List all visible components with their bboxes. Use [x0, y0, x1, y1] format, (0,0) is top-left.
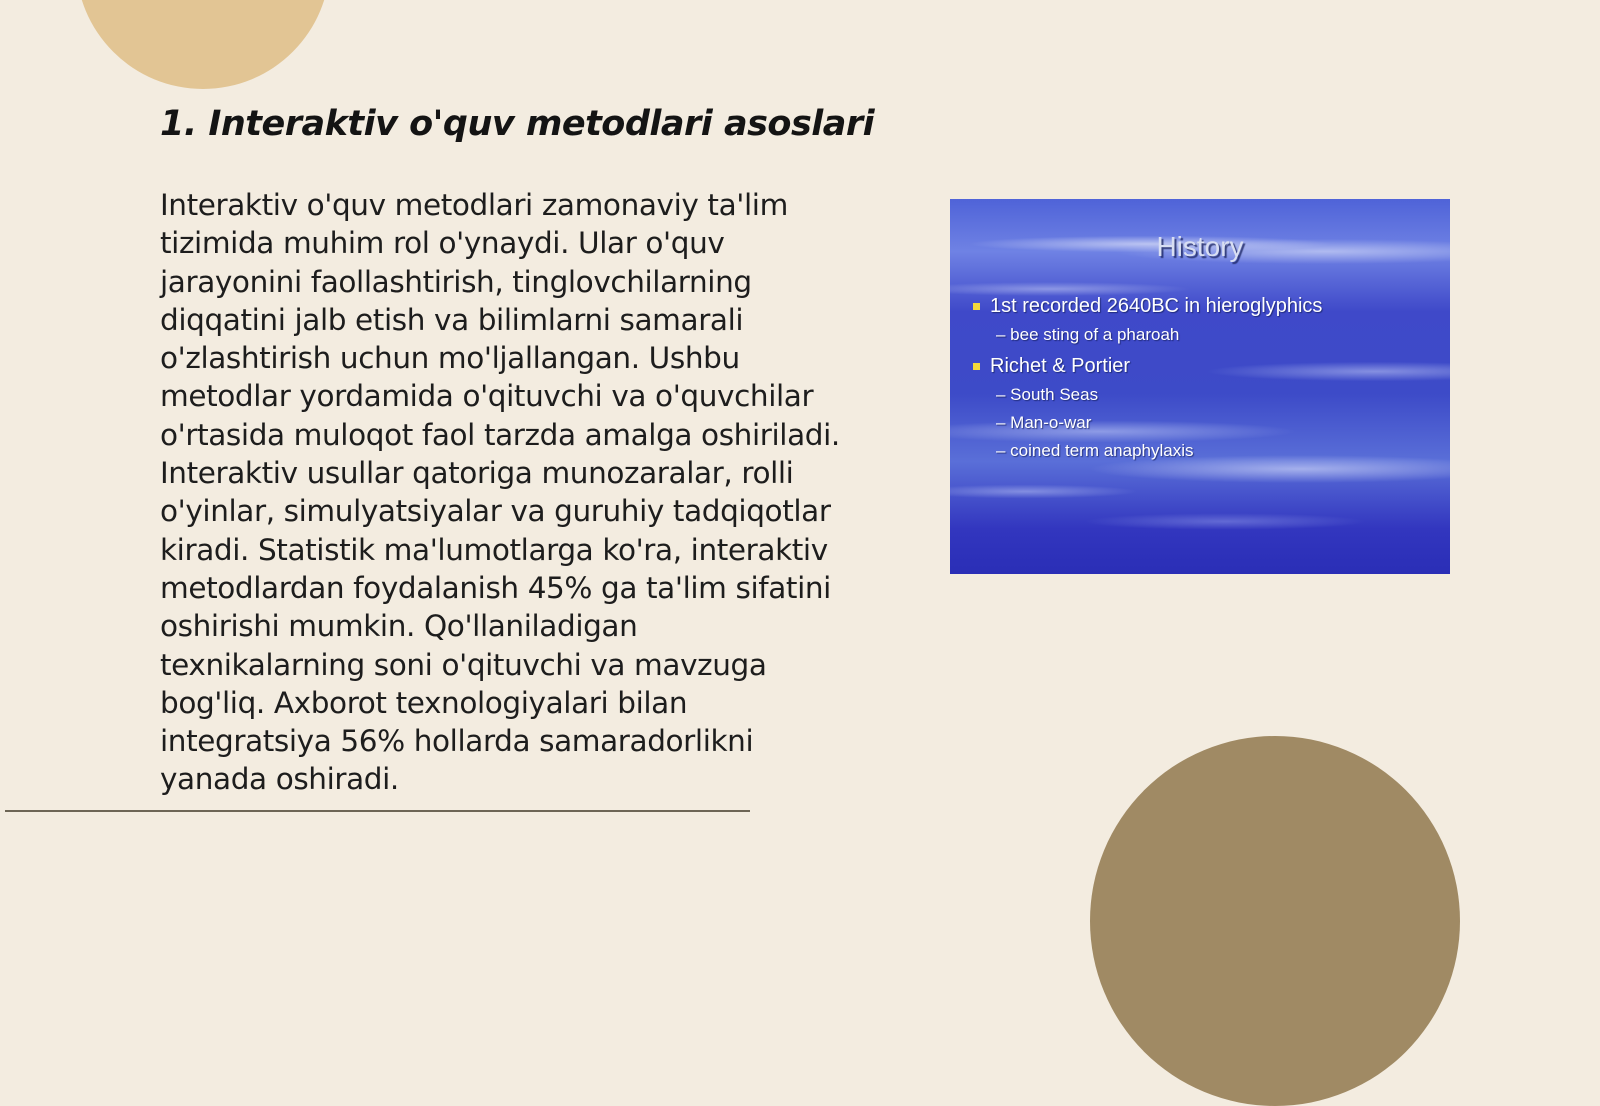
bullet-item [990, 353, 1130, 379]
divider-line [5, 810, 750, 812]
bullet-square-icon [973, 303, 980, 310]
decorative-circle-top [76, 0, 330, 89]
bullet-text: 1st recorded 2640BC in hieroglyphics [990, 295, 1323, 317]
embedded-slide-image [950, 199, 1450, 574]
embedded-slide-title: History [1156, 231, 1244, 262]
sub-bullet-item: – coined term anaphylaxis [996, 441, 1194, 460]
sub-bullet-item: – Man-o-war [996, 413, 1092, 432]
decorative-circle-bottom [1090, 736, 1460, 1106]
bullet-text: Richet & Portier [990, 355, 1131, 377]
slide-title: 1. Interaktiv o'quv metodlari asoslari [160, 104, 875, 144]
bullet-item [990, 293, 1322, 319]
bullet-square-icon [973, 363, 980, 370]
sub-bullet-item: – bee sting of a pharoah [996, 325, 1180, 344]
slide-body-text: Interaktiv o'quv metodlari zamonaviy ta'lim tizimida muhim rol o'ynaydi. Ular o'quv jarayonini faollashtirish, tinglovchilarning diqqatini jalb etish va bilimlarni samarali o'zlashtirish uchun mo'ljallangan. Ushbu metodlar yordamida o'qituvchi va o'quvchilar o'rtasida muloqot faol tarzda amalga oshiriladi. Interaktiv usullar qatoriga munozaralar, rolli o'yinlar, simulyatsiyalar va guruhiy tadqiqotlar kiradi. Statistik ma'lumotlarga ko'ra, interaktiv metodlardan foydalanish 45% ga ta'lim sifatini oshirishi mumkin. Qo'llaniladigan texnikalarning soni o'qituvchi va mavzuga bog'liq. Axborot texnologiyalari bilan integratsiya 56% hollarda samaradorlikni yanada oshiradi. [160, 188, 840, 797]
sub-bullet-item: – South Seas [996, 385, 1099, 404]
